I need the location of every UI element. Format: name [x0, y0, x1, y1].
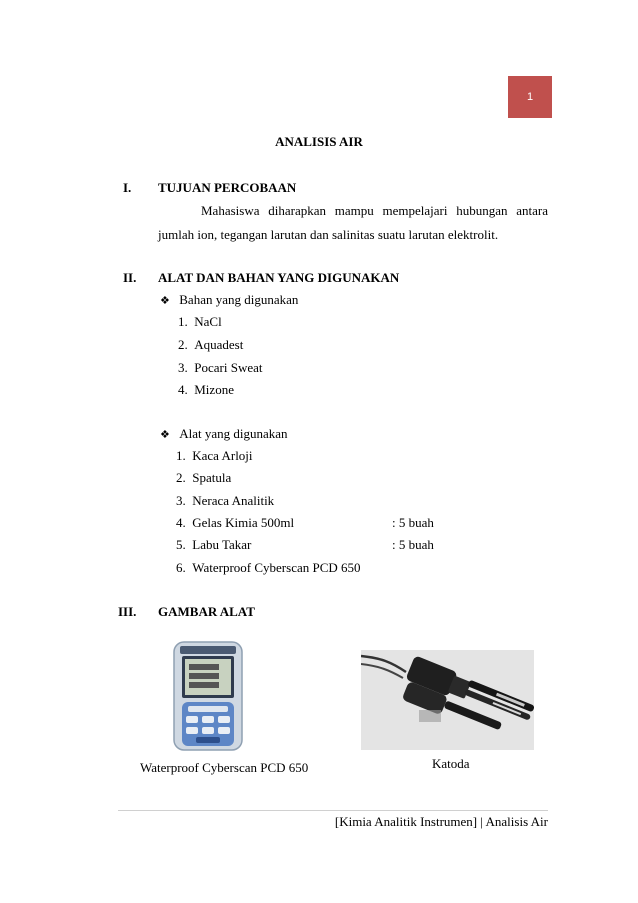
- cyberscan-meter-image: [172, 640, 244, 752]
- bahan-header-label: Bahan yang digunakan: [179, 292, 299, 307]
- page-footer: [Kimia Analitik Instrumen] | Analisis Air: [334, 814, 548, 829]
- list-item-label: Gelas Kimia 500ml: [192, 515, 295, 530]
- list-item: 3. Pocari Sweat: [178, 360, 263, 375]
- list-item: 2. Aquadest: [178, 337, 244, 352]
- list-item: [176, 560, 361, 576]
- list-item-number: 1.: [176, 448, 186, 463]
- page-number-badge: [508, 76, 552, 118]
- list-item-qty: : 5 buah: [392, 515, 434, 530]
- list-item-number: 4.: [176, 515, 186, 530]
- list-item-label: NaCl: [194, 314, 222, 329]
- list-item: 4. Mizone: [178, 382, 234, 397]
- katoda-probe-image: [361, 650, 534, 750]
- list-item-label: Spatula: [192, 470, 232, 485]
- document-title: ANALISIS AIR: [275, 134, 363, 149]
- list-item-label: Labu Takar: [192, 537, 252, 552]
- page-number: 1: [526, 91, 534, 103]
- section-title: GAMBAR ALAT: [158, 604, 255, 619]
- list-item-label: Aquadest: [194, 337, 244, 352]
- list-item: [176, 515, 294, 531]
- list-item-number: 3.: [176, 493, 186, 508]
- tujuan-paragraph-line2: jumlah ion, tegangan larutan dan salinitas suatu larutan elektrolit.: [158, 227, 499, 242]
- alat-header-label: Alat yang digunakan: [179, 426, 288, 441]
- list-item-label: Kaca Arloji: [192, 448, 253, 463]
- image-caption-right: Katoda: [432, 756, 470, 771]
- image-caption-left: Waterproof Cyberscan PCD 650: [140, 760, 309, 775]
- list-item-number: 5.: [176, 537, 186, 552]
- list-item: 1. NaCl: [178, 314, 222, 329]
- list-item-number: 6.: [176, 560, 186, 575]
- list-item: [176, 448, 253, 464]
- section-title: ALAT DAN BAHAN YANG DIGUNAKAN: [158, 270, 400, 285]
- list-item-label: Mizone: [194, 382, 234, 397]
- bahan-header: [160, 292, 298, 308]
- list-item: [176, 470, 231, 486]
- list-item-label: Pocari Sweat: [194, 360, 263, 375]
- diamond-bullet-icon: ❖: [160, 429, 170, 441]
- section-number: I.: [123, 180, 132, 195]
- tujuan-paragraph-line1: Mahasiswa diharapkan mampu mempelajari hubungan antara: [201, 203, 548, 218]
- list-item-label: Neraca Analitik: [192, 493, 275, 508]
- alat-header: [160, 426, 288, 442]
- section-number: II.: [123, 270, 137, 285]
- list-item-label: Waterproof Cyberscan PCD 650: [192, 560, 361, 575]
- footer-divider: [118, 810, 548, 811]
- list-item-qty: : 5 buah: [392, 537, 434, 552]
- list-item: [176, 537, 251, 553]
- diamond-bullet-icon: ❖: [160, 295, 170, 307]
- section-number: III.: [118, 604, 137, 619]
- list-item-number: 2.: [176, 470, 186, 485]
- list-item: [176, 493, 274, 509]
- section-title: TUJUAN PERCOBAAN: [158, 180, 297, 195]
